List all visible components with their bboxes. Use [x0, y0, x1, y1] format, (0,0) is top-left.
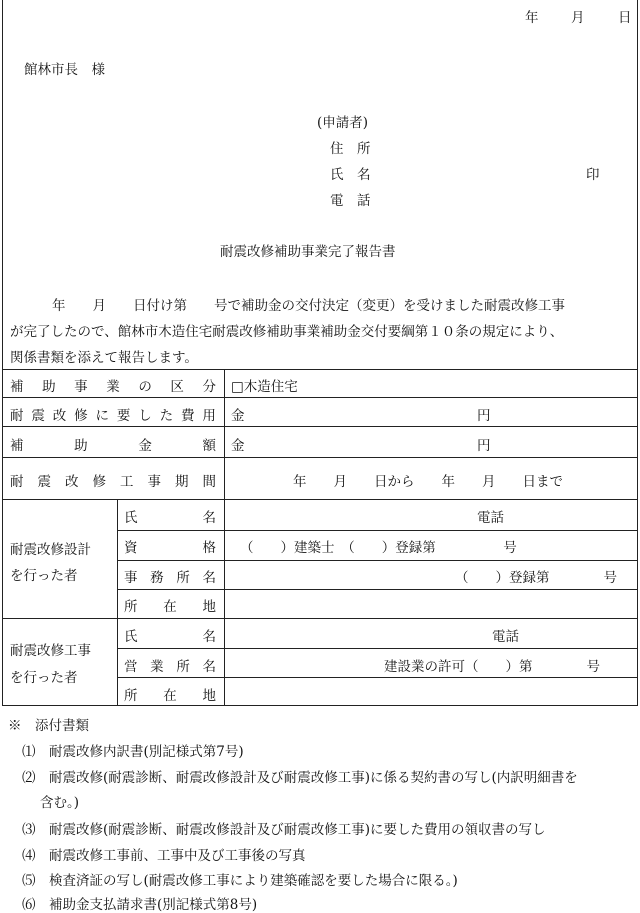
- attachment-item: ⑹ 補助金支払請求書(別記様式第8号): [22, 897, 258, 913]
- subsidy-amount-prefix: 金: [231, 438, 245, 454]
- designer-office-value[interactable]: （ ）登録第 号: [455, 570, 617, 586]
- table-column-divider: [224, 369, 225, 706]
- attachment-item: ⑵ 耐震改修(耐震診断、耐震改修設計及び耐震改修工事)に係る契約書の写し(内訳明細書を: [22, 770, 578, 786]
- contractor-name-label: 氏 名: [124, 629, 216, 645]
- row-label-retrofit-cost: 耐 震 改 修 に 要 し た 費 用: [10, 408, 216, 424]
- subsidy-category-value[interactable]: □木造住宅: [231, 379, 298, 395]
- designer-location-label: 所 在 地: [124, 599, 216, 615]
- table-row-divider: [117, 560, 638, 561]
- attachment-item-continuation: 含む。): [40, 795, 80, 811]
- designer-qualification-value[interactable]: （ ）建築士 （ ）登録第 号: [240, 540, 517, 556]
- contractor-group-label-line1: 耐震改修工事: [10, 643, 91, 659]
- table-row-divider: [2, 457, 638, 458]
- applicant-phone-label: 電 話: [330, 193, 371, 209]
- designer-name-label: 氏 名: [124, 510, 216, 526]
- applicant-label: (申請者): [317, 115, 369, 131]
- designer-group-label-line2: を行った者: [10, 568, 78, 584]
- attachments-heading: ※ 添付書類: [8, 718, 89, 734]
- table-row-divider: [2, 426, 638, 427]
- table-top-border: [2, 369, 638, 370]
- table-row-divider: [2, 397, 638, 398]
- attachment-item: ⑸ 検査済証の写し(耐震改修工事により建築確認を要した場合に限る。): [22, 873, 458, 889]
- addressee: 館林市長 様: [24, 62, 105, 78]
- table-row-divider: [2, 618, 638, 619]
- contractor-phone-label: 電話: [492, 629, 519, 645]
- subsidy-amount-unit: 円: [477, 438, 491, 454]
- table-row-divider: [117, 648, 638, 649]
- table-row-divider: [117, 589, 638, 590]
- designer-group-label-line1: 耐震改修設計: [10, 542, 91, 558]
- date-day-label: 日: [618, 10, 632, 26]
- table-row-divider: [2, 499, 638, 500]
- designer-office-label: 事 務 所 名: [124, 570, 216, 586]
- table-row-divider: [117, 530, 638, 531]
- applicant-address-label: 住 所: [330, 141, 371, 157]
- applicant-name-label: 氏 名: [330, 167, 371, 183]
- attachment-item: ⑶ 耐震改修(耐震診断、耐震改修設計及び耐震改修工事)に要した費用の領収書の写し: [22, 822, 546, 838]
- attachment-item: ⑷ 耐震改修工事前、工事中及び工事後の写真: [22, 848, 306, 864]
- date-year-label: 年: [525, 10, 539, 26]
- table-row-divider: [117, 677, 638, 678]
- designer-qualification-label: 資 格: [124, 540, 216, 556]
- designer-phone-label: 電話: [477, 510, 504, 526]
- row-label-work-period: 耐 震 改 修 工 事 期 間: [10, 474, 216, 490]
- work-period-value[interactable]: 年 月 日から 年 月 日まで: [293, 474, 563, 490]
- body-line-2: が完了したので、館林市木造住宅耐震改修補助事業補助金交付要綱第１０条の規定により、: [10, 324, 564, 340]
- retrofit-cost-unit: 円: [477, 408, 491, 424]
- row-label-subsidy-amount: 補 助 金 額: [10, 438, 216, 454]
- seal-mark: 印: [586, 167, 600, 183]
- table-column-divider: [117, 499, 118, 706]
- body-line-1: 年 月 日付け第 号で補助金の交付決定（変更）を受けました耐震改修工事: [52, 298, 565, 314]
- contractor-business-value[interactable]: 建設業の許可（ ）第 号: [384, 659, 600, 675]
- document-title: 耐震改修補助事業完了報告書: [220, 244, 396, 260]
- date-month-label: 月: [571, 10, 585, 26]
- attachment-item: ⑴ 耐震改修内訳書(別記様式第7号): [22, 744, 244, 760]
- retrofit-cost-prefix: 金: [231, 408, 245, 424]
- contractor-group-label-line2: を行った者: [10, 670, 78, 686]
- contractor-business-label: 営 業 所 名: [124, 659, 216, 675]
- row-label-subsidy-category: 補 助 事 業 の 区 分: [10, 379, 216, 395]
- contractor-location-label: 所 在 地: [124, 688, 216, 704]
- body-line-3: 関係書類を添えて報告します。: [10, 350, 198, 366]
